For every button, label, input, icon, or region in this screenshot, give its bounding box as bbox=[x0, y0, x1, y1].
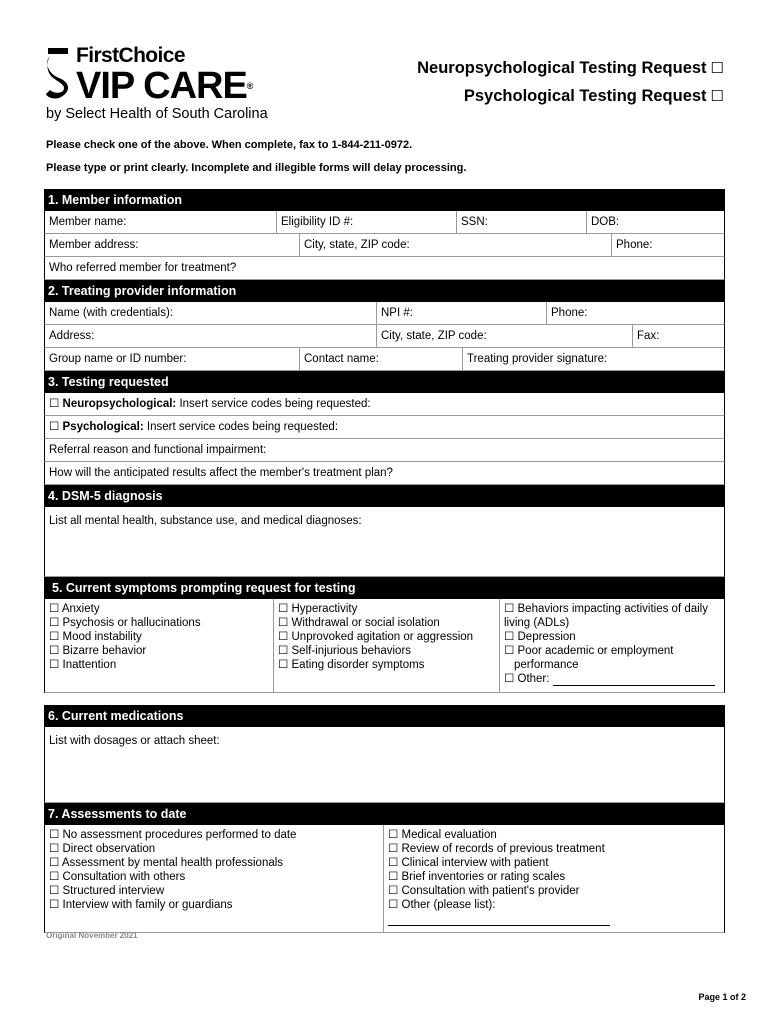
symptom-option[interactable]: ☐ Behaviors impacting activities of daily bbox=[504, 603, 708, 615]
neuro-request-line: Neuropsychological Testing Request ☐ bbox=[417, 59, 724, 77]
fax-instruction: Please check one of the above. When complete, fax to 1-844-211-0972. bbox=[46, 139, 413, 151]
ssn-field[interactable]: SSN: bbox=[457, 211, 587, 233]
symptom-option[interactable]: ☐ Self-injurious behaviors bbox=[278, 645, 412, 657]
provider-city-field[interactable]: City, state, ZIP code: bbox=[377, 325, 633, 347]
assessment-option[interactable]: ☐ Direct observation bbox=[49, 843, 156, 855]
assessment-option[interactable]: ☐ Structured interview bbox=[49, 885, 165, 897]
npi-field[interactable]: NPI #: bbox=[377, 302, 547, 324]
section-4-header: 4. DSM-5 diagnosis bbox=[44, 485, 725, 507]
assessment-option[interactable]: ☐ Clinical interview with patient bbox=[388, 857, 549, 869]
symptoms-col-1 bbox=[45, 599, 274, 692]
assessment-option[interactable]: ☐ Assessment by mental health professionals bbox=[49, 857, 284, 869]
section-3-header: 3. Testing requested bbox=[44, 371, 725, 393]
results-row bbox=[44, 462, 725, 485]
symptom-option[interactable]: ☐ Hyperactivity bbox=[278, 603, 358, 615]
spacer bbox=[44, 693, 725, 705]
group-id-field[interactable]: Group name or ID number: bbox=[45, 348, 300, 370]
assessment-option[interactable]: ☐ Medical evaluation bbox=[388, 829, 497, 841]
assessments-col-2 bbox=[384, 825, 724, 932]
psych-codes-field[interactable]: ☐ Psychological: Insert service codes being requested: bbox=[49, 421, 339, 433]
symptom-option[interactable]: ☐ Depression bbox=[504, 631, 576, 643]
symptom-option-continued: performance bbox=[514, 659, 579, 671]
member-row-1 bbox=[44, 211, 725, 234]
symptom-option[interactable]: ☐ Mood instability bbox=[49, 631, 142, 643]
symptom-option[interactable]: ☐ Anxiety bbox=[49, 603, 100, 615]
provider-row-3 bbox=[44, 348, 725, 371]
print-instruction: Please type or print clearly. Incomplete and illegible forms will delay processing. bbox=[46, 162, 467, 174]
symptoms-col-3 bbox=[500, 599, 724, 692]
testing-row-psych bbox=[44, 416, 725, 439]
psych-request-checkbox[interactable]: ☐ bbox=[710, 88, 724, 105]
assessment-option[interactable]: ☐ Review of records of previous treatment bbox=[388, 843, 605, 855]
original-date: Original November 2021 bbox=[46, 931, 138, 940]
assessments-col-1 bbox=[45, 825, 384, 932]
member-row-2 bbox=[44, 234, 725, 257]
symptom-option[interactable]: ☐ Bizarre behavior bbox=[49, 645, 147, 657]
medications-field[interactable]: List with dosages or attach sheet: bbox=[49, 735, 220, 747]
brand-name-top: FirstChoice bbox=[76, 44, 185, 67]
psych-request-line: Psychological Testing Request ☐ bbox=[463, 87, 724, 105]
brand-name-main: VIP CARE® bbox=[76, 65, 253, 107]
symptom-option[interactable]: ☐ Psychosis or hallucinations bbox=[49, 617, 201, 629]
referral-row bbox=[44, 439, 725, 462]
symptoms-grid bbox=[44, 599, 725, 693]
section-5-header: 5. Current symptoms prompting request for testing bbox=[44, 577, 725, 599]
neuro-codes-field[interactable]: ☐ Neuropsychological: Insert service codes being requested: bbox=[49, 398, 371, 410]
provider-fax-field[interactable]: Fax: bbox=[637, 330, 660, 342]
request-form bbox=[44, 189, 725, 933]
page-number: Page 1 of 2 bbox=[698, 992, 746, 1002]
provider-signature-field[interactable]: Treating provider signature: bbox=[467, 353, 608, 365]
brand-subtitle: by Select Health of South Carolina bbox=[46, 106, 268, 122]
symptom-option[interactable]: ☐ Inattention bbox=[49, 659, 117, 671]
assessment-option[interactable]: ☐ Consultation with patient's provider bbox=[388, 885, 580, 897]
symptom-option-continued: living (ADLs) bbox=[504, 617, 570, 629]
member-row-3 bbox=[44, 257, 725, 280]
provider-row-2 bbox=[44, 325, 725, 348]
assessment-option[interactable]: ☐ No assessment procedures performed to date bbox=[49, 829, 297, 841]
member-address-field[interactable]: Member address: bbox=[45, 234, 300, 256]
assessment-option[interactable]: ☐ Consultation with others bbox=[49, 871, 186, 883]
assessments-grid bbox=[44, 825, 725, 933]
symptoms-col-2 bbox=[274, 599, 500, 692]
assessment-option[interactable]: ☐ Interview with family or guardians bbox=[49, 899, 233, 911]
symptom-option[interactable]: ☐ Eating disorder symptoms bbox=[278, 659, 425, 671]
symptom-option[interactable]: ☐ Unprovoked agitation or aggression bbox=[278, 631, 474, 643]
member-city-field[interactable]: City, state, ZIP code: bbox=[300, 234, 612, 256]
assessment-other-option[interactable]: ☐ Other (please list): bbox=[388, 898, 720, 926]
section-7-header: 7. Assessments to date bbox=[44, 803, 725, 825]
logo-mark-icon bbox=[46, 48, 72, 100]
provider-name-field[interactable]: Name (with credentials): bbox=[45, 302, 377, 324]
brand-logo bbox=[46, 44, 286, 124]
dob-field[interactable]: DOB: bbox=[591, 216, 620, 228]
psych-codes-checkbox[interactable]: ☐ bbox=[49, 421, 60, 433]
diagnosis-row bbox=[44, 507, 725, 577]
symptom-option[interactable]: ☐ Poor academic or employment bbox=[504, 645, 674, 657]
neuro-codes-checkbox[interactable]: ☐ bbox=[49, 398, 60, 410]
other-assessment-line[interactable] bbox=[388, 915, 610, 926]
member-name-field[interactable]: Member name: bbox=[45, 211, 277, 233]
diagnoses-field[interactable]: List all mental health, substance use, and medical diagnoses: bbox=[49, 515, 362, 527]
neuro-request-checkbox[interactable]: ☐ bbox=[710, 60, 724, 77]
eligibility-id-field[interactable]: Eligibility ID #: bbox=[277, 211, 457, 233]
member-phone-field[interactable]: Phone: bbox=[616, 239, 653, 251]
provider-address-field[interactable]: Address: bbox=[45, 325, 377, 347]
section-2-header: 2. Treating provider information bbox=[44, 280, 725, 302]
medications-row bbox=[44, 727, 725, 803]
testing-row-neuro bbox=[44, 393, 725, 416]
anticipated-results-field[interactable]: How will the anticipated results affect the member's treatment plan? bbox=[49, 467, 393, 479]
provider-row-1 bbox=[44, 302, 725, 325]
symptom-option[interactable]: ☐ Withdrawal or social isolation bbox=[278, 617, 440, 629]
other-symptom-line[interactable] bbox=[553, 675, 715, 686]
provider-phone-field[interactable]: Phone: bbox=[551, 307, 588, 319]
referred-by-field[interactable]: Who referred member for treatment? bbox=[49, 262, 237, 274]
referral-reason-field[interactable]: Referral reason and functional impairment: bbox=[49, 444, 267, 456]
section-6-header: 6. Current medications bbox=[44, 705, 725, 727]
symptom-other-option[interactable]: ☐ Other: bbox=[504, 672, 720, 686]
section-1-header: 1. Member information bbox=[44, 189, 725, 211]
assessment-option[interactable]: ☐ Brief inventories or rating scales bbox=[388, 871, 566, 883]
contact-name-field[interactable]: Contact name: bbox=[300, 348, 463, 370]
request-type-block bbox=[417, 54, 724, 110]
